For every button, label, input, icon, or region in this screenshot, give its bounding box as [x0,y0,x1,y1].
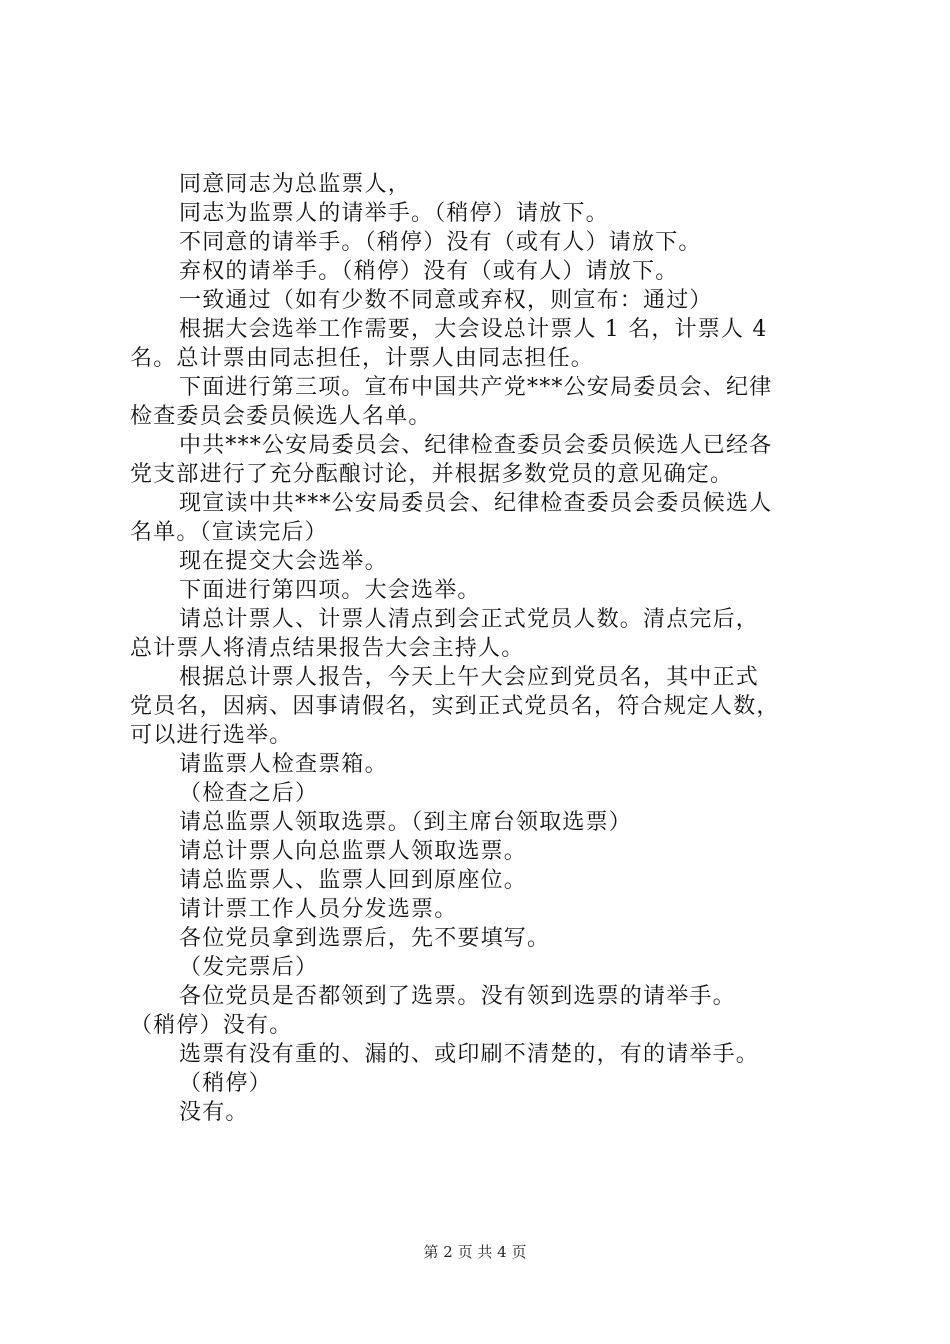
paragraph-line: 同意同志为总监票人， [179,172,412,197]
paragraph-line: 现宣读中共***公安局委员会、纪律检查委员会委员候选人 [179,491,773,516]
paragraph-line: 请总计票人、计票人清点到会正式党员人数。清点完后， [179,607,760,632]
paragraph-line: 同志为监票人的请举手。（稍停）请放下。 [179,201,609,226]
paragraph-line: 根据大会选举工作需要，大会设总计票人 1 名，计票人 4 [179,317,768,342]
paragraph-line: 各位党员是否都领到了选票。没有领到选票的请举手。 [179,984,736,1009]
paragraph-line: （检查之后） [179,781,319,806]
paragraph-line: 名。总计票由同志担任，计票人由同志担任。 [130,346,595,371]
page-footer: 第 2 页 共 4 页 [423,1243,527,1261]
paragraph-line: 请计票工作人员分发选票。 [179,897,458,922]
paragraph-line: 一致通过（如有少数不同意或弃权，则宣布：通过） [179,288,713,313]
paragraph-line: 中共***公安局委员会、纪律检查委员会委员候选人已经各 [179,433,773,458]
paragraph-line: 各位党员拿到选票后，先不要填写。 [179,926,551,951]
paragraph-line: 根据总计票人报告，今天上午大会应到党员名，其中正式 [179,665,760,690]
paragraph-line: （发完票后） [179,955,319,980]
paragraph-line: （稍停）没有。 [130,1013,293,1038]
paragraph-line: 弃权的请举手。（稍停）没有（或有人）请放下。 [179,259,679,284]
paragraph-line: 检查委员会委员候选人名单。 [130,404,432,429]
paragraph-line: 请总计票人向总监票人领取选票。 [179,839,528,864]
paragraph-line: 可以进行选举。 [130,723,293,748]
paragraph-line: （稍停） [179,1071,272,1096]
paragraph-line: 不同意的请举手。（稍停）没有（或有人）请放下。 [179,230,702,255]
document-body [130,170,830,1127]
paragraph-line: 下面进行第四项。大会选举。 [179,578,481,603]
paragraph-line: 请监票人检查票箱。 [179,752,388,777]
paragraph-line: 选票有没有重的、漏的、或印刷不清楚的，有的请举手。 [179,1042,760,1067]
paragraph-line: 党支部进行了充分酝酿讨论，并根据多数党员的意见确定。 [130,462,734,487]
paragraph-line: 总计票人将清点结果报告大会主持人。 [130,636,525,661]
paragraph-line: 没有。 [179,1100,249,1125]
paragraph-line: 下面进行第三项。宣布中国共产党***公安局委员会、纪律 [179,375,773,400]
paragraph-line: 请总监票人、监票人回到原座位。 [179,868,528,893]
paragraph-line: 党员名，因病、因事请假名，实到正式党员名，符合规定人数， [130,694,780,719]
paragraph-line: 现在提交大会选举。 [179,549,388,574]
paragraph-line: 请总监票人领取选票。（到主席台领取选票） [179,810,633,835]
paragraph-line: 名单。（宣读完后） [130,520,328,545]
